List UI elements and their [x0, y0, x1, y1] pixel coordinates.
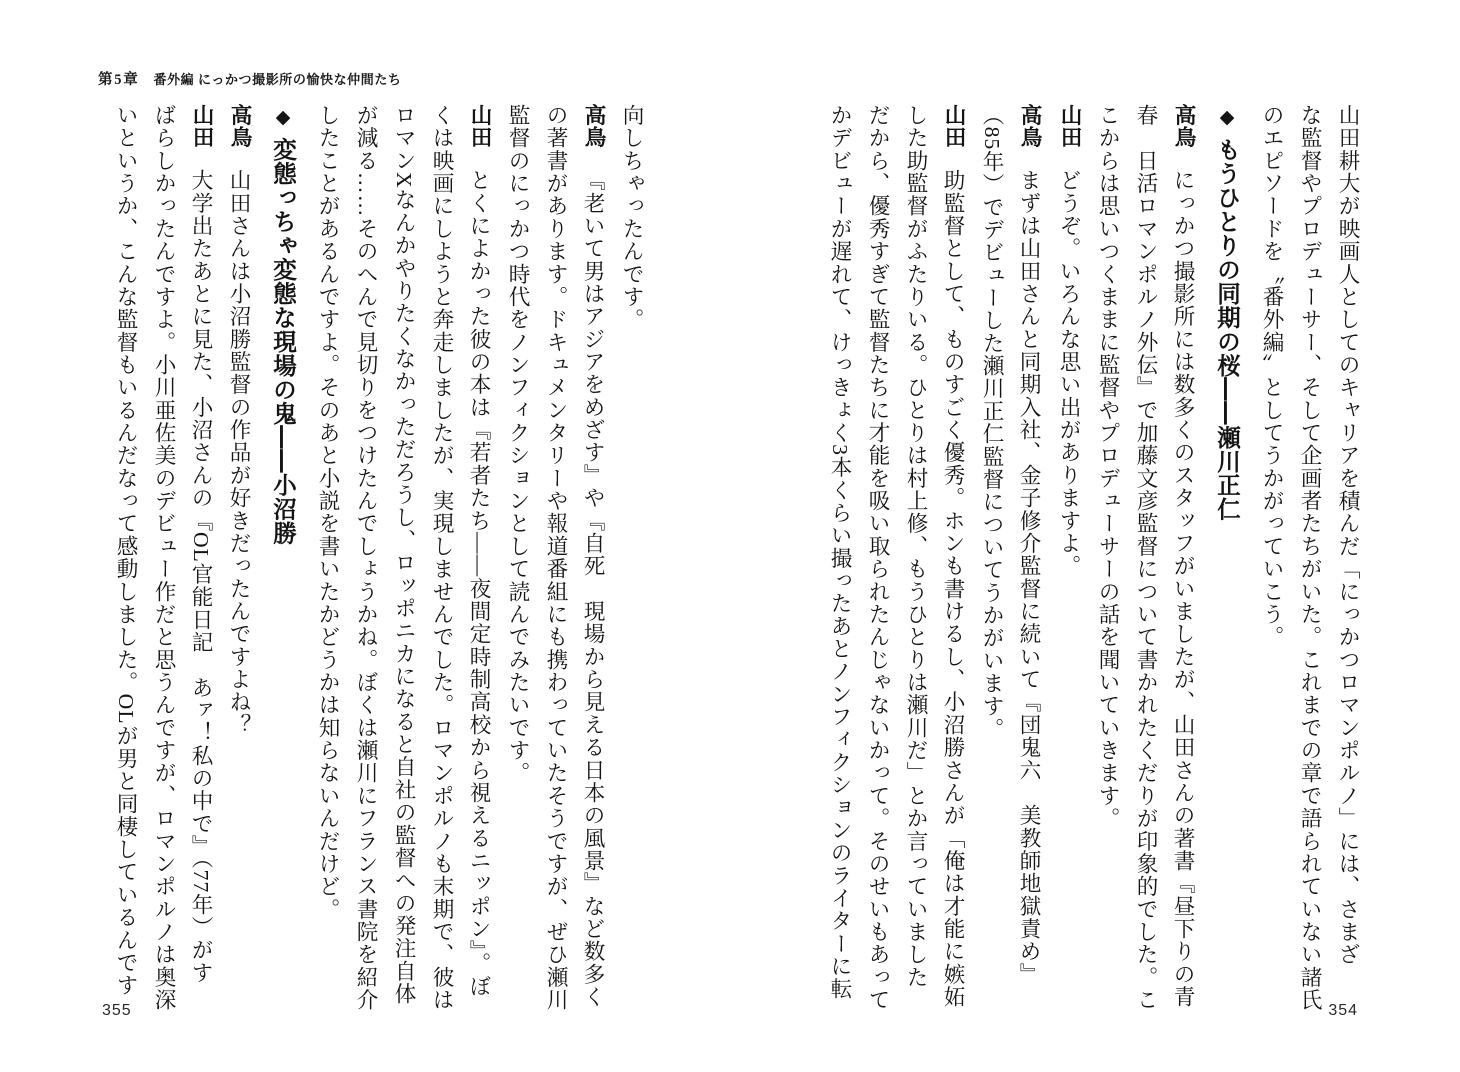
speaker-label: 高鳥	[581, 104, 606, 149]
text-column: かデビューが遅れて、けっきょく3本くらい撮ったあとノンフィクションのライターに転	[828, 104, 852, 1001]
section-heading-text: もうひとりの同期の桜――瀬川正仁	[1213, 137, 1241, 522]
text-column: のエピソードを〝番外編〟としてうかがっていこう。	[1260, 104, 1284, 649]
text-column: こからは思いつくままに監督やプロデューサーの話を聞いていきます。	[1096, 104, 1120, 830]
page-354	[730, 0, 1460, 1072]
text-column-with-speaker: 山田どうぞ。いろんな思い出がありますよ。	[1057, 104, 1082, 578]
speaker-label: 山田	[941, 104, 966, 149]
text-column: な監督やプロデューサー、そして企画者たちがいた。これまでの章で語られていない諸氏	[1298, 104, 1322, 1012]
speaker-label: 山田	[1057, 104, 1082, 149]
speaker-label: 高鳥	[1017, 104, 1042, 149]
diamond-bullet-icon: ◆	[1216, 106, 1238, 129]
text-column: したことがあるんですよ。そのあと小説を書いたかどうかは知らないんだけど。	[316, 104, 340, 921]
speaker-label: 山田	[189, 104, 214, 149]
text-column: だから、優秀すぎて監督たちに才能を吸い取られたんじゃないかって。そのせいもあって	[866, 104, 890, 1012]
running-head-chapter: 第5章	[98, 72, 140, 88]
text-column: くは映画にしようと奔走しましたが、実現しませんでした。ロマンポルノも末期で、彼は	[430, 104, 454, 1012]
text-column: した助監督がふたりいる。ひとりは村上修、もうひとりは瀬川だ」とか言っていました	[904, 104, 928, 989]
text-column: が減る……そのへんで見切りをつけたんでしょうかね。ぼくは瀬川にフランス書院を紹介	[354, 104, 378, 1012]
speaker-label: 高鳥	[227, 104, 252, 149]
text-column: 向しちゃったんです。	[620, 104, 644, 331]
diamond-bullet-icon: ◆	[272, 106, 294, 129]
text-column: 監督のにっかつ時代をノンフィクションとして読んでみたいです。	[506, 104, 530, 785]
speaker-label: 山田	[467, 104, 492, 149]
section-heading	[1215, 106, 1239, 958]
text-column: ばらしかったんですよ。小川亜佐美のデビュー作だと思うんですが、ロマンポルノは奥深	[152, 104, 176, 1012]
text-column: （85年）でデビューした瀬川正仁監督についてうかがいます。	[980, 104, 1004, 741]
text-column: 山田耕大が映画人としてのキャリアを積んだ「にっかつロマンポルノ」には、さまざ	[1336, 104, 1360, 966]
text-column: 春 日活ロマンポルノ外伝』で加藤文彦監督について書かれたくだりが印象的でした。こ	[1134, 104, 1158, 1012]
section-heading	[271, 106, 295, 958]
text-column: の著書があります。ドキュメンタリーや報道番組にも携わっていたそうですが、ぜひ瀬川	[544, 104, 568, 1012]
text-column-with-speaker: 山田大学出たあとに見た、小沼さんの『OL官能日記 あァ！私の中で』（77年）がす	[189, 104, 214, 985]
text-column-with-speaker: 高鳥にっかつ撮影所には数多くのスタッフがいましたが、山田さんの著書『昼下りの青	[1171, 104, 1196, 1009]
running-head	[98, 68, 402, 89]
text-column-with-speaker: 高鳥山田さんは小沼勝監督の作品が好きだったんですよね？	[227, 104, 252, 737]
text-column: ロマンXなんかやりたくなかっただろうし、ロッポニカになると自社の監督への発注自体	[392, 104, 416, 1006]
text-column-with-speaker: 山田とくによかった彼の本は『若者たち――夜間定時制高校から視えるニッポン』。ぼ	[467, 104, 492, 998]
running-head-subtitle: 番外編 にっかつ撮影所の愉快な仲間たち	[153, 72, 402, 87]
section-heading-text: 変態っちゃ変態な現場の鬼――小沼勝	[269, 137, 297, 545]
text-column-with-speaker: 高鳥まずは山田さんと同期入社、金子修介監督に続いて『団鬼六 美教師地獄責め』	[1017, 104, 1042, 986]
text-column-with-speaker: 山田助監督として、ものすごく優秀。ホンも書けるし、小沼勝さんが「俺は才能に嫉妬	[941, 104, 966, 1009]
page-number: 354	[1328, 1002, 1358, 1019]
speaker-label: 高鳥	[1171, 104, 1196, 149]
text-column: いというか、こんな監督もいるんだなって感動しました。OLが男と同棲しているんです	[114, 104, 138, 997]
text-column-with-speaker: 高鳥『老いて男はアジアをめざす』や『自死 現場から見える日本の風景』など数多く	[581, 104, 606, 1009]
page-number: 355	[102, 1002, 132, 1019]
